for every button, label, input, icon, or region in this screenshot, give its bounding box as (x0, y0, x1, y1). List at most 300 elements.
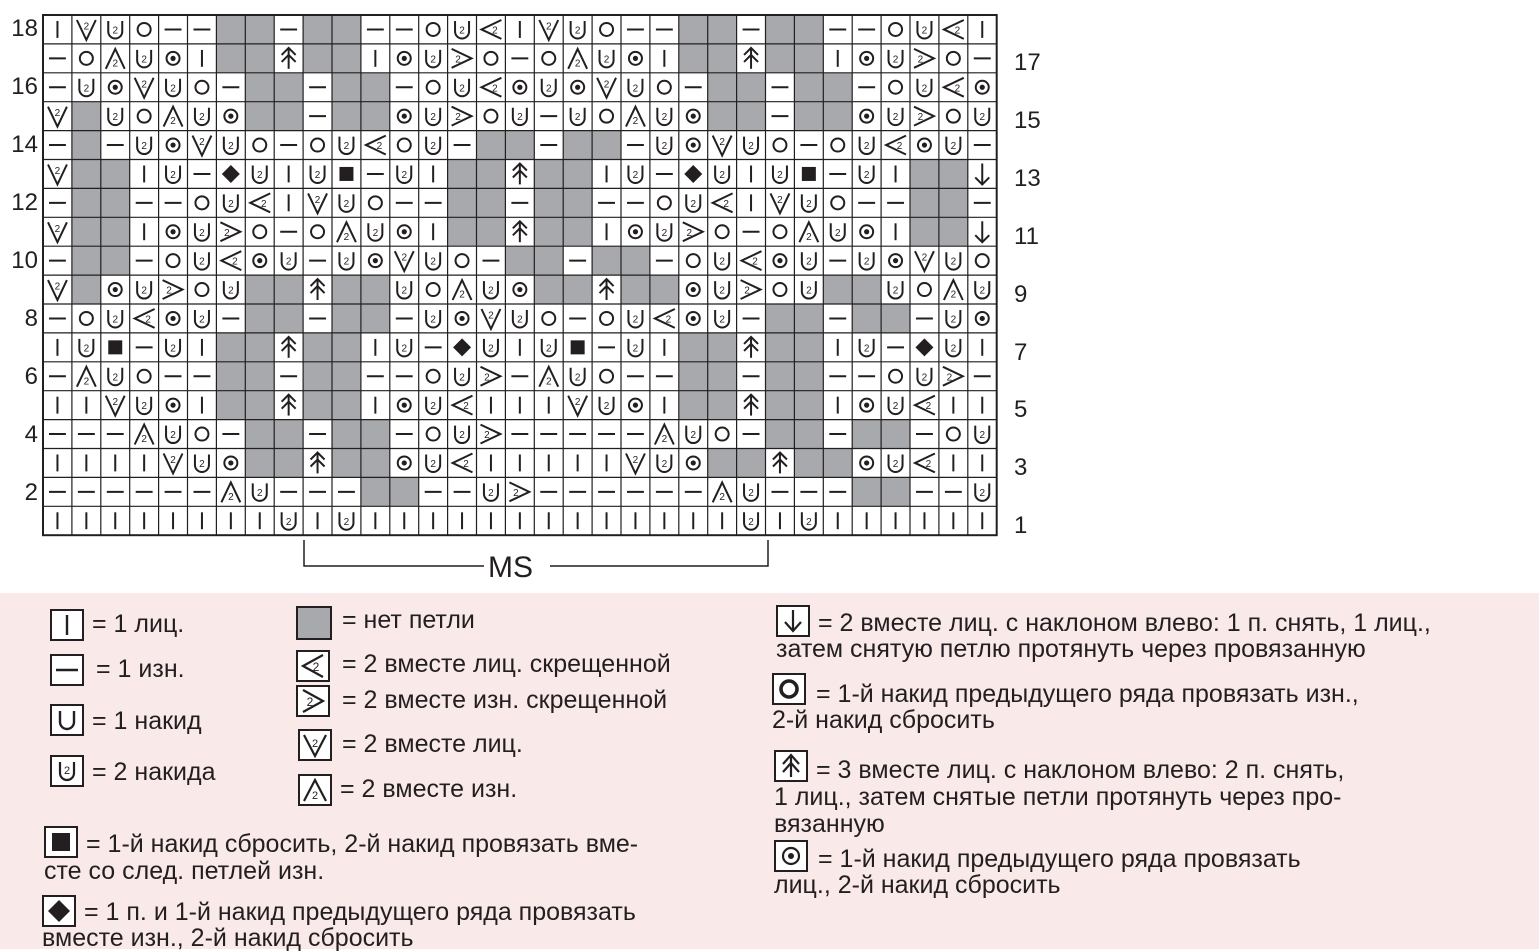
svg-text:2: 2 (661, 458, 668, 470)
svg-text:2: 2 (950, 141, 957, 153)
chart-cell (332, 420, 361, 449)
chart-cell (332, 15, 361, 44)
no-stitch-icon (296, 606, 332, 640)
svg-text:2: 2 (306, 695, 314, 709)
chart-cell (339, 167, 353, 181)
svg-text:2: 2 (574, 397, 581, 409)
chart-cell (794, 449, 823, 478)
chart-cell (216, 333, 245, 362)
chart-cell (361, 275, 390, 304)
svg-text:2: 2 (112, 58, 119, 70)
svg-text:2: 2 (632, 116, 639, 128)
svg-text:2: 2 (574, 25, 581, 37)
chart-cell (852, 420, 881, 449)
k2tog-icon (298, 729, 332, 761)
chart-cell (802, 167, 816, 181)
svg-text:2: 2 (954, 25, 961, 37)
chart-cell (361, 304, 390, 333)
chart-cell (390, 477, 419, 506)
svg-text:2: 2 (921, 83, 928, 95)
svg-text:2: 2 (892, 401, 899, 413)
legend-square-line1: = 1-й накид сбросить, 2-й накид провязать вме- (86, 830, 639, 858)
svg-text:2: 2 (806, 516, 812, 528)
svg-text:2: 2 (463, 458, 469, 470)
ring-icon (772, 673, 806, 705)
svg-text:2: 2 (661, 227, 668, 239)
svg-text:2: 2 (343, 231, 350, 243)
svg-text:2: 2 (459, 25, 465, 37)
chart-cell (361, 73, 390, 102)
chart-cell (216, 15, 245, 44)
svg-text:2: 2 (979, 285, 986, 297)
svg-text:2: 2 (661, 112, 668, 124)
chart-cell (794, 304, 823, 333)
chart-cell (679, 333, 708, 362)
chart-cell (708, 44, 737, 73)
legend-knit: = 1 лиц. (92, 610, 185, 638)
chart-cell (650, 275, 679, 304)
svg-text:2: 2 (896, 141, 903, 153)
purl-icon (50, 654, 84, 686)
svg-text:2: 2 (343, 141, 350, 153)
chart-cell (621, 275, 650, 304)
svg-text:2: 2 (719, 285, 725, 297)
chart-cell (245, 275, 274, 304)
svg-text:2: 2 (141, 434, 147, 446)
legend-diamond-line2: вместе изн., 2-й накид сбросить (42, 924, 414, 952)
chart-cell (245, 449, 274, 478)
chart-cell (571, 340, 585, 354)
legend-yarn-over: = 1 накид (92, 707, 202, 735)
chart-cell (245, 333, 274, 362)
legend-ring-line1: = 1-й накид предыдущего ряда провязать изн., (816, 680, 1359, 708)
row-number-1: 1 (1014, 512, 1028, 539)
chart-cell (72, 275, 101, 304)
svg-text:2: 2 (463, 401, 469, 413)
svg-text:2: 2 (979, 430, 986, 442)
chart-cell (72, 246, 101, 275)
chart-cell (766, 15, 795, 44)
svg-text:2: 2 (545, 343, 552, 355)
svg-text:2: 2 (719, 491, 725, 503)
chart-cell (708, 391, 737, 420)
chart-cell (332, 275, 361, 304)
svg-text:2: 2 (401, 343, 408, 355)
chart-cell (910, 217, 939, 246)
chart-cell (563, 275, 592, 304)
svg-text:2: 2 (892, 112, 899, 124)
svg-text:2: 2 (863, 141, 870, 153)
svg-text:2: 2 (256, 487, 263, 499)
svg-text:2: 2 (199, 112, 205, 124)
svg-text:2: 2 (112, 397, 119, 409)
svg-text:2: 2 (170, 83, 176, 95)
p2tog-icon (298, 774, 332, 806)
svg-text:2: 2 (430, 112, 436, 124)
sk2p-icon (774, 750, 808, 782)
svg-text:2: 2 (459, 430, 465, 442)
chart-cell (794, 44, 823, 73)
chart-cell (823, 275, 852, 304)
chart-cell (794, 73, 823, 102)
chart-cell (477, 188, 506, 217)
chart-cell (72, 160, 101, 189)
svg-text:2: 2 (54, 108, 61, 120)
svg-text:2: 2 (170, 169, 176, 181)
chart-cell (910, 188, 939, 217)
svg-text:2: 2 (632, 169, 639, 181)
chart-cell (794, 333, 823, 362)
chart-cell (303, 15, 332, 44)
svg-text:2: 2 (228, 141, 234, 153)
chart-cell (910, 160, 939, 189)
svg-text:2: 2 (63, 765, 71, 777)
svg-text:2: 2 (430, 401, 436, 413)
svg-text:2: 2 (574, 112, 581, 124)
chart-cell (737, 449, 766, 478)
svg-text:2: 2 (950, 314, 957, 326)
chart-cell (708, 333, 737, 362)
chart-cell (679, 15, 708, 44)
row-number-7: 7 (1014, 339, 1028, 366)
svg-text:2: 2 (54, 281, 61, 293)
chart-cell (72, 217, 101, 246)
row-number-14: 14 (11, 131, 38, 158)
chart-cell (448, 188, 477, 217)
svg-text:2: 2 (545, 83, 552, 95)
svg-text:2: 2 (777, 169, 783, 181)
chart-cell (794, 391, 823, 420)
svg-text:2: 2 (979, 112, 986, 124)
svg-text:2: 2 (661, 434, 668, 446)
svg-text:2: 2 (748, 487, 754, 499)
svg-text:2: 2 (170, 343, 176, 355)
chart-cell (332, 44, 361, 73)
svg-text:2: 2 (311, 790, 319, 802)
chart-cell (534, 160, 563, 189)
chart-cell (881, 420, 910, 449)
chart-cell (216, 391, 245, 420)
svg-text:2: 2 (892, 285, 899, 297)
svg-text:2: 2 (513, 487, 519, 499)
legend-double-yarn-over: = 2 накида (92, 758, 216, 786)
chart-cell (823, 102, 852, 131)
svg-text:2: 2 (806, 231, 812, 243)
svg-text:2: 2 (603, 401, 610, 413)
diamond-icon (42, 895, 76, 927)
svg-text:2: 2 (312, 660, 320, 674)
dot-ring-icon (774, 840, 808, 872)
svg-text:2: 2 (311, 738, 319, 750)
row-number-12: 12 (11, 189, 38, 216)
svg-text:2: 2 (455, 54, 461, 66)
chart-cell (274, 449, 303, 478)
svg-text:2: 2 (83, 376, 90, 388)
svg-text:2: 2 (686, 227, 693, 239)
svg-text:2: 2 (777, 194, 783, 206)
svg-text:2: 2 (719, 137, 725, 149)
svg-text:2: 2 (484, 372, 490, 384)
chart-cell (274, 275, 303, 304)
chart-cell (563, 160, 592, 189)
svg-text:2: 2 (863, 343, 870, 355)
row-number-11: 11 (1014, 223, 1039, 250)
svg-text:2: 2 (112, 372, 119, 384)
row-number-10: 10 (11, 247, 38, 274)
legend-ssk-line1: = 2 вместе лиц. с наклоном влево: 1 п. снять, 1 лиц., (818, 609, 1431, 637)
svg-text:2: 2 (748, 141, 754, 153)
legend-no-stitch: = нет петли (342, 606, 475, 634)
svg-text:2: 2 (690, 430, 697, 442)
chart-cell (708, 362, 737, 391)
legend-ring-line2: 2-й накид сбросить (772, 706, 995, 734)
chart-cell (737, 102, 766, 131)
legend-p2tog-tbl: = 2 вместе изн. скрещенной (342, 686, 668, 714)
chart-cell (361, 449, 390, 478)
svg-text:2: 2 (545, 21, 552, 33)
svg-text:2: 2 (603, 79, 610, 91)
chart-cell (708, 15, 737, 44)
svg-text:2: 2 (925, 458, 932, 470)
row-number-18: 18 (11, 15, 38, 42)
chart-cell (477, 160, 506, 189)
chart-cell (939, 188, 968, 217)
chart-cell (245, 391, 274, 420)
svg-text:2: 2 (892, 458, 899, 470)
legend-square-line2: сте со след. петлей изн. (44, 857, 325, 885)
row-number-9: 9 (1014, 281, 1028, 308)
svg-text:2: 2 (921, 372, 928, 384)
svg-text:2: 2 (950, 289, 957, 301)
ms-bracket-left (304, 540, 484, 566)
svg-text:2: 2 (141, 141, 147, 153)
svg-text:2: 2 (285, 516, 292, 528)
chart-cell (332, 449, 361, 478)
chart-cell (679, 44, 708, 73)
legend-ssk-line2: затем снятую петлю протянуть через провязанную (776, 635, 1366, 663)
chart-cell (332, 304, 361, 333)
chart-cell (939, 217, 968, 246)
svg-text:2: 2 (401, 169, 408, 181)
svg-text:2: 2 (430, 314, 436, 326)
svg-text:2: 2 (925, 401, 932, 413)
chart-cell (101, 160, 130, 189)
svg-text:2: 2 (228, 285, 234, 297)
row-number-16: 16 (11, 73, 38, 100)
legend-sk2p-line1: = 3 вместе лиц. с наклоном влево: 2 п. снять, (816, 756, 1345, 784)
svg-text:2: 2 (632, 343, 639, 355)
chart-cell (881, 304, 910, 333)
svg-text:2: 2 (950, 256, 957, 268)
svg-text:2: 2 (170, 430, 176, 442)
svg-text:2: 2 (950, 343, 957, 355)
svg-text:2: 2 (141, 79, 147, 91)
svg-text:2: 2 (690, 198, 697, 210)
legend-dot-line1: = 1-й накид предыдущего ряда провязать (818, 845, 1301, 873)
svg-text:2: 2 (256, 169, 263, 181)
chart-cell (794, 362, 823, 391)
chart-cell (534, 217, 563, 246)
chart-cell (448, 160, 477, 189)
legend-p2tog: = 2 вместе изн. (340, 775, 518, 803)
svg-text:2: 2 (199, 458, 205, 470)
chart-cell (72, 131, 101, 160)
svg-text:2: 2 (459, 289, 465, 301)
legend-panel (0, 593, 1539, 952)
chart-cell (592, 246, 621, 275)
chart-cell (563, 217, 592, 246)
chart-cell (794, 420, 823, 449)
chart-cell (274, 102, 303, 131)
chart-cell (72, 188, 101, 217)
svg-text:2: 2 (574, 372, 581, 384)
svg-text:2: 2 (492, 25, 498, 37)
chart-cell (737, 73, 766, 102)
svg-text:2: 2 (632, 454, 639, 466)
chart-cell (361, 420, 390, 449)
chart-cell (794, 102, 823, 131)
chart-cell (766, 304, 795, 333)
svg-text:2: 2 (744, 285, 750, 297)
svg-text:2: 2 (232, 256, 238, 268)
row-number-4: 4 (24, 421, 38, 448)
svg-text:2: 2 (459, 372, 465, 384)
chart-cell (332, 333, 361, 362)
chart-cell (708, 449, 737, 478)
svg-text:2: 2 (199, 137, 205, 149)
chart-cell (708, 102, 737, 131)
svg-text:2: 2 (806, 198, 812, 210)
chart-cell (361, 102, 390, 131)
row-number-6: 6 (24, 363, 38, 390)
legend-k2tog: = 2 вместе лиц. (342, 730, 523, 758)
svg-text:2: 2 (488, 343, 494, 355)
chart-cell (881, 477, 910, 506)
chart-cell (216, 44, 245, 73)
svg-text:2: 2 (372, 227, 379, 239)
chart-cell (852, 304, 881, 333)
legend-k2tog-tbl: = 2 вместе лиц. скрещенной (342, 650, 671, 678)
svg-text:2: 2 (921, 25, 928, 37)
chart-cell (823, 449, 852, 478)
chart-cell (505, 246, 534, 275)
chart-cell (477, 131, 506, 160)
svg-text:2: 2 (979, 487, 986, 499)
chart-cell (303, 44, 332, 73)
svg-text:2: 2 (430, 256, 436, 268)
k2tog-tbl-icon (296, 650, 330, 682)
chart-cell (708, 73, 737, 102)
svg-text:2: 2 (517, 314, 523, 326)
svg-text:2: 2 (54, 223, 61, 235)
chart-cell (245, 102, 274, 131)
svg-text:2: 2 (545, 376, 552, 388)
svg-text:2: 2 (199, 256, 205, 268)
svg-text:2: 2 (224, 227, 230, 239)
svg-text:2: 2 (517, 112, 523, 124)
chart-cell (245, 15, 274, 44)
chart-cell (534, 246, 563, 275)
svg-text:2: 2 (632, 83, 639, 95)
chart-cell (101, 188, 130, 217)
chart-cell (274, 73, 303, 102)
chart-cell (563, 131, 592, 160)
chart-cell (332, 102, 361, 131)
svg-text:2: 2 (228, 198, 234, 210)
svg-text:2: 2 (603, 54, 610, 66)
svg-text:2: 2 (632, 314, 639, 326)
chart-cell (332, 362, 361, 391)
svg-text:2: 2 (112, 112, 119, 124)
svg-text:2: 2 (343, 516, 350, 528)
chart-cell (534, 188, 563, 217)
chart-cell (361, 477, 390, 506)
svg-text:2: 2 (488, 310, 494, 322)
chart-cell (101, 246, 130, 275)
svg-text:2: 2 (892, 54, 899, 66)
chart-cell (621, 246, 650, 275)
chart-cell (332, 391, 361, 420)
svg-text:2: 2 (719, 314, 725, 326)
chart-cell (216, 362, 245, 391)
svg-text:2: 2 (459, 83, 465, 95)
knit-icon (50, 609, 84, 641)
svg-text:2: 2 (141, 54, 147, 66)
row-number-15: 15 (1014, 107, 1041, 134)
svg-text:2: 2 (141, 401, 147, 413)
chart-cell (477, 217, 506, 246)
chart-cell (852, 477, 881, 506)
svg-text:2: 2 (166, 285, 172, 297)
svg-text:2: 2 (54, 165, 61, 177)
chart-cell (939, 160, 968, 189)
svg-text:2: 2 (401, 252, 408, 264)
chart-cell (108, 340, 122, 354)
svg-text:2: 2 (665, 314, 672, 326)
svg-text:2: 2 (834, 227, 841, 239)
chart-cell (766, 420, 795, 449)
legend-dot-line2: лиц., 2-й накид сбросить (774, 871, 1061, 899)
svg-text:2: 2 (661, 141, 668, 153)
chart-cell (766, 44, 795, 73)
row-number-17: 17 (1014, 49, 1041, 76)
chart-cell (823, 73, 852, 102)
svg-text:2: 2 (723, 198, 729, 210)
svg-text:2: 2 (314, 194, 321, 206)
svg-text:2: 2 (917, 54, 924, 66)
chart-cell (245, 420, 274, 449)
chart-cell (505, 131, 534, 160)
chart-cell (679, 362, 708, 391)
chart-cell (592, 131, 621, 160)
row-number-13: 13 (1014, 165, 1041, 192)
svg-text:2: 2 (806, 285, 812, 297)
svg-text:2: 2 (228, 491, 234, 503)
ms-repeat-label: MS (488, 551, 533, 584)
chart-cell (303, 391, 332, 420)
chart-cell (245, 44, 274, 73)
double-yarn-over-icon (50, 755, 84, 787)
svg-text:2: 2 (455, 112, 461, 124)
chart-cell (563, 188, 592, 217)
row-number-2: 2 (24, 479, 38, 506)
svg-text:2: 2 (83, 343, 90, 355)
svg-text:2: 2 (719, 169, 725, 181)
svg-text:2: 2 (719, 256, 725, 268)
ms-bracket-right (550, 540, 768, 566)
ssk-arrow-icon (776, 605, 810, 637)
chart-cell (332, 73, 361, 102)
